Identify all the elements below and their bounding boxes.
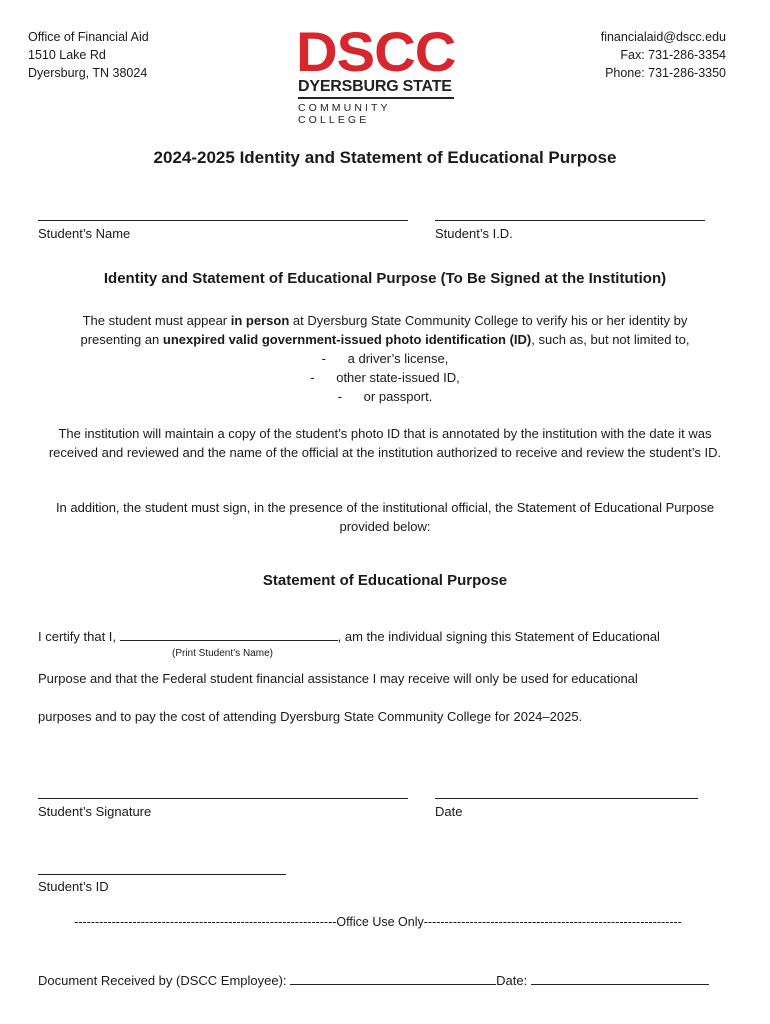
office-address-block (28, 28, 149, 82)
contact-email[interactable]: financialaid@dscc.edu (600, 30, 726, 44)
p1-text-c: at Dyersburg State Community College to verify his or her identity by (289, 313, 688, 328)
identity-paragraph-1 (30, 311, 740, 406)
office-name: Office of Financial Aid (28, 30, 149, 44)
dashes-left: --------------------------------------------------------------- (74, 915, 337, 929)
identity-paragraph-2: The institution will maintain a copy of the student’s photo ID that is annotated by the institution with the date it was received and reviewed and the name of the official at the institution authorized to receive and review the student’s ID. (48, 426, 722, 460)
student-name-field[interactable] (38, 220, 408, 221)
certify-text-a: I certify that I, (38, 629, 120, 644)
p1-bold-photo-id: unexpired valid government-issued photo identification (ID) (162, 332, 532, 347)
signature-label: Student’s Signature (38, 804, 152, 819)
statement-line-2: Purpose and that the Federal student financial assistance I may receive will only be used for educational (38, 671, 638, 686)
print-name-field[interactable] (120, 628, 338, 641)
certify-line (38, 628, 660, 644)
student-id-bottom-label: Student’s ID (38, 879, 109, 894)
received-by-field[interactable] (290, 972, 496, 985)
id-list-item: - a driver’s license, (321, 351, 449, 366)
office-date-field[interactable] (531, 972, 709, 985)
p1-text-d: presenting an (80, 332, 163, 347)
student-id-field[interactable] (435, 220, 705, 221)
dashes-right: -------------------------------------------------------------- (423, 915, 682, 929)
id-list-item: - other state-issued ID, (310, 370, 460, 385)
identity-paragraph-3: In addition, the student must sign, in the presence of the institutional official, the Statement of Educational Purpose provided below: (55, 500, 715, 534)
student-id-signature-field[interactable] (38, 874, 286, 875)
signature-field[interactable] (38, 798, 408, 799)
statement-line-3: purposes and to pay the cost of attending Dyersburg State Community College for 2024–2025. (38, 709, 583, 724)
contact-block (601, 28, 726, 82)
student-name-label: Student’s Name (38, 226, 131, 241)
logo-tagline: COMMUNITY COLLEGE (298, 102, 391, 126)
office-use-label: Office Use Only (336, 915, 424, 929)
identity-heading: Identity and Statement of Educational Purpose (To Be Signed at the Institution) (103, 270, 667, 287)
p1-text-a: The student must appear (82, 313, 231, 328)
page-title: 2024-2025 Identity and Statement of Educational Purpose (153, 148, 617, 167)
office-date-label: Date: (496, 973, 531, 988)
contact-phone: Phone: 731-286-3350 (605, 66, 726, 80)
city-state-zip: Dyersburg, TN 38024 (28, 66, 148, 80)
p1-bold-in-person: in person (230, 313, 290, 328)
student-id-label: Student’s I.D. (435, 226, 513, 241)
date-label: Date (435, 804, 463, 819)
contact-fax: Fax: 731-286-3354 (620, 48, 726, 62)
dscc-logo (296, 20, 458, 126)
logo-wordmark: DSCC (296, 20, 456, 83)
logo-subtitle: DYERSBURG STATE (298, 78, 452, 95)
statement-heading: Statement of Educational Purpose (262, 572, 508, 589)
id-list-item: - or passport. (337, 389, 433, 404)
street-address: 1510 Lake Rd (28, 48, 106, 62)
print-name-label: (Print Student’s Name) (172, 648, 273, 659)
date-field[interactable] (435, 798, 698, 799)
received-by-line (38, 972, 709, 988)
logo-divider (298, 97, 454, 99)
received-by-label: Document Received by (DSCC Employee): (38, 973, 291, 988)
p1-text-f: , such as, but not limited to, (531, 332, 690, 347)
office-use-divider (38, 915, 718, 929)
certify-text-b: , am the individual signing this Statement of Educational (337, 629, 660, 644)
